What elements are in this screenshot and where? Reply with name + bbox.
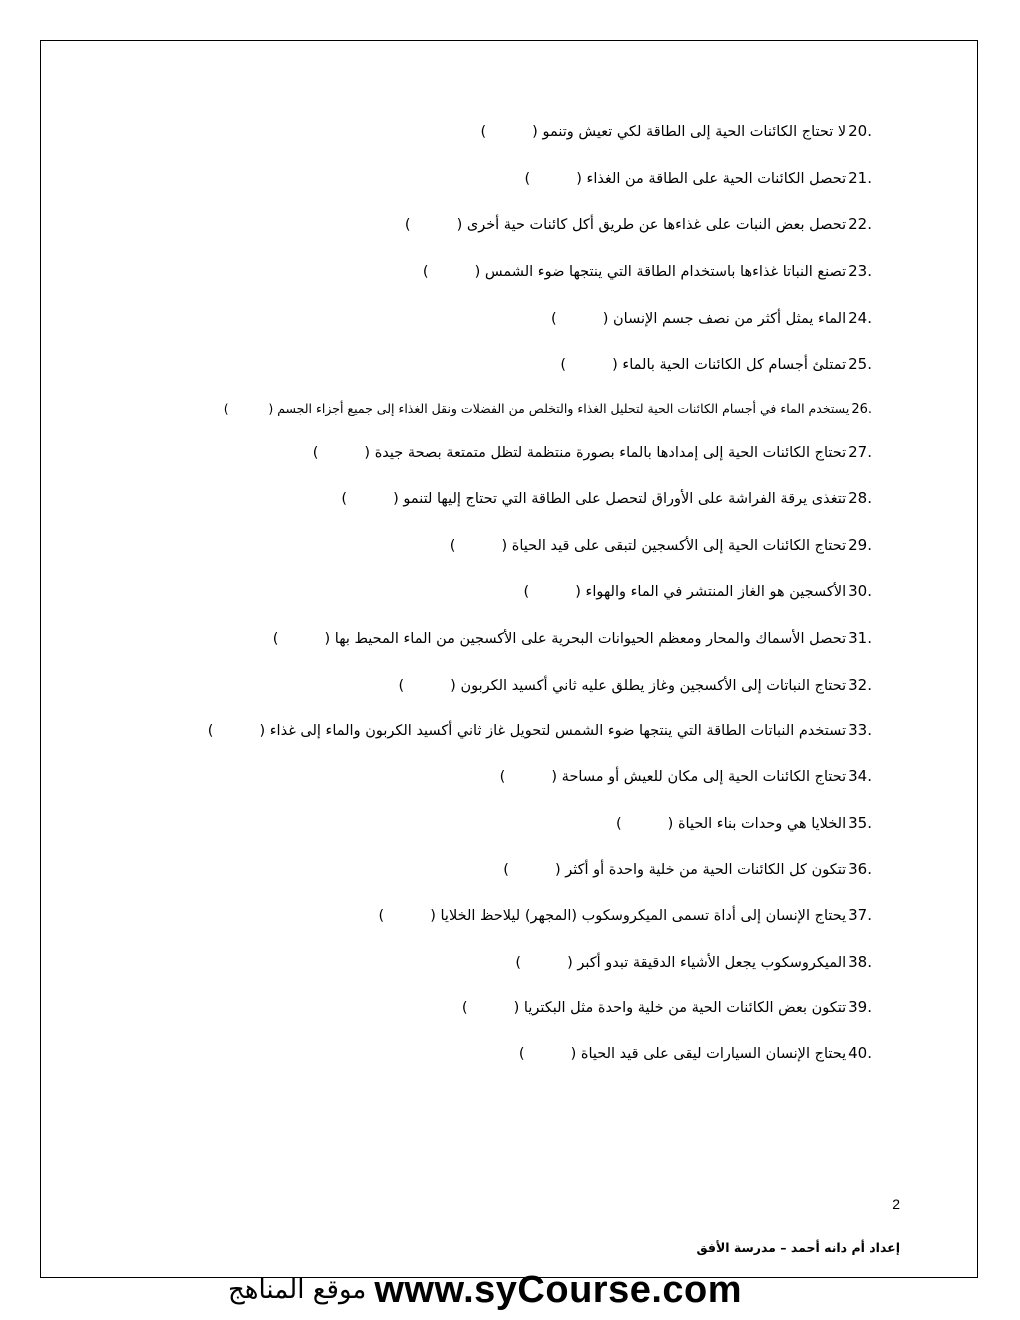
question-number: 22. (848, 215, 872, 233)
question-text: تحتاج الكائنات الحية إلى الأكسجين لتبقى على قيد الحياة ( ) (449, 538, 847, 554)
question-number: 21. (848, 169, 872, 187)
question-number: 31. (848, 629, 872, 647)
question-text: تحصل الأسماك والمحار ومعظم الحيوانات البحرية على الأكسجين من الماء المحيط بها ( ) (272, 631, 847, 647)
question-27 (313, 442, 872, 463)
question-text: يحتاج الإنسان السيارات ليقى على قيد الحياة ( ) (518, 1046, 847, 1062)
question-text: تحصل بعض النبات على غذاءها عن طريق أكل كائنات حية أخرى ( ) (404, 217, 847, 233)
question-21 (525, 168, 873, 189)
question-number: 36. (848, 860, 872, 878)
question-text: تتغذى يرقة الفراشة على الأوراق لتحصل على الطاقة التي تحتاج إليها لتنمو ( ) (341, 491, 847, 507)
question-number: 23. (848, 262, 872, 280)
question-36 (503, 859, 872, 880)
question-23 (423, 261, 872, 282)
question-22 (405, 214, 872, 235)
question-text: الخلايا هي وحدات بناء الحياة ( ) (615, 816, 847, 832)
author-credit: إعداد أم دانه أحمد – مدرسة الأفق (696, 1240, 900, 1255)
question-40 (519, 1043, 872, 1064)
question-number: 24. (848, 309, 872, 327)
question-39 (462, 997, 872, 1018)
watermark-url: www.syCourse.com (374, 1268, 743, 1311)
question-38 (515, 952, 872, 973)
question-34 (500, 766, 872, 787)
question-text: الأكسجين هو الغاز المنتشر في الماء والهواء ( ) (523, 584, 847, 600)
question-number: 40. (848, 1044, 872, 1062)
question-number: 27. (848, 443, 872, 461)
question-text: الميكروسكوب يجعل الأشياء الدقيقة تبدو أكبر ( ) (515, 955, 847, 971)
question-text: يستخدم الماء في أجسام الكائنات الحية لتحليل الغذاء والتخلص من الفضلات ونقل الغذاء إلى جميع أجزاء الجسم ( ) (223, 401, 850, 416)
question-text: لا تحتاج الكائنات الحية إلى الطاقة لكي تعيش وتنمو ( ) (480, 124, 847, 140)
question-number: 38. (848, 953, 872, 971)
question-25 (560, 354, 872, 375)
question-text: تتكون كل الكائنات الحية من خلية واحدة أو أكثر ( ) (503, 862, 847, 878)
question-number: 39. (848, 998, 872, 1016)
question-number: 34. (848, 767, 872, 785)
question-text: تحصل الكائنات الحية على الطاقة من الغذاء ( ) (524, 171, 847, 187)
question-number: 28. (848, 489, 872, 507)
question-number: 32. (848, 676, 872, 694)
question-number: 37. (848, 906, 872, 924)
question-text: الماء يمثل أكثر من نصف جسم الإنسان ( ) (551, 311, 847, 327)
question-28 (341, 488, 872, 509)
question-number: 33. (848, 721, 872, 739)
question-30 (523, 581, 872, 602)
page-number: 2 (892, 1196, 900, 1212)
question-29 (450, 535, 872, 556)
question-text: تتكون بعض الكائنات الحية من خلية واحدة مثل البكتريا ( ) (461, 1000, 847, 1016)
question-number: 29. (848, 536, 872, 554)
question-text: تصنع النباتا غذاءها باستخدام الطاقة التي ينتجها ضوء الشمس ( ) (422, 264, 847, 280)
question-text: تحتاج الكائنات الحية إلى إمدادها بالماء بصورة منتظمة لتظل متمتعة بصحة جيدة ( ) (312, 445, 847, 461)
question-text: يحتاج الإنسان إلى أداة تسمى الميكروسكوب (المجهر) ليلاحظ الخلايا ( ) (378, 908, 847, 924)
question-number: 20. (848, 122, 872, 140)
question-35 (616, 813, 872, 834)
question-text: تمتلئ أجسام كل الكائنات الحية بالماء ( ) (560, 357, 847, 373)
question-text: تستخدم النباتات الطاقة التي ينتجها ضوء الشمس لتحويل غاز ثاني أكسيد الكربون والماء إلى غذاء ( ) (207, 723, 847, 739)
question-number: 35. (848, 814, 872, 832)
question-text: تحتاج النباتات إلى الأكسجين وغاز يطلق عليه ثاني أكسيد الكربون ( ) (398, 678, 847, 694)
question-number: 25. (848, 355, 872, 373)
question-number: 30. (848, 582, 872, 600)
question-24 (551, 308, 872, 329)
watermark-arabic-text: موقع المناهج (228, 1275, 367, 1305)
question-20 (480, 121, 872, 142)
question-text: تحتاج الكائنات الحية إلى مكان للعيش أو مساحة ( ) (499, 769, 847, 785)
question-number: 26. (851, 402, 872, 417)
question-37 (379, 905, 873, 926)
question-26 (224, 399, 872, 420)
question-33 (208, 720, 872, 741)
site-watermark (228, 1264, 788, 1316)
question-32 (398, 675, 872, 696)
question-31 (273, 628, 872, 649)
